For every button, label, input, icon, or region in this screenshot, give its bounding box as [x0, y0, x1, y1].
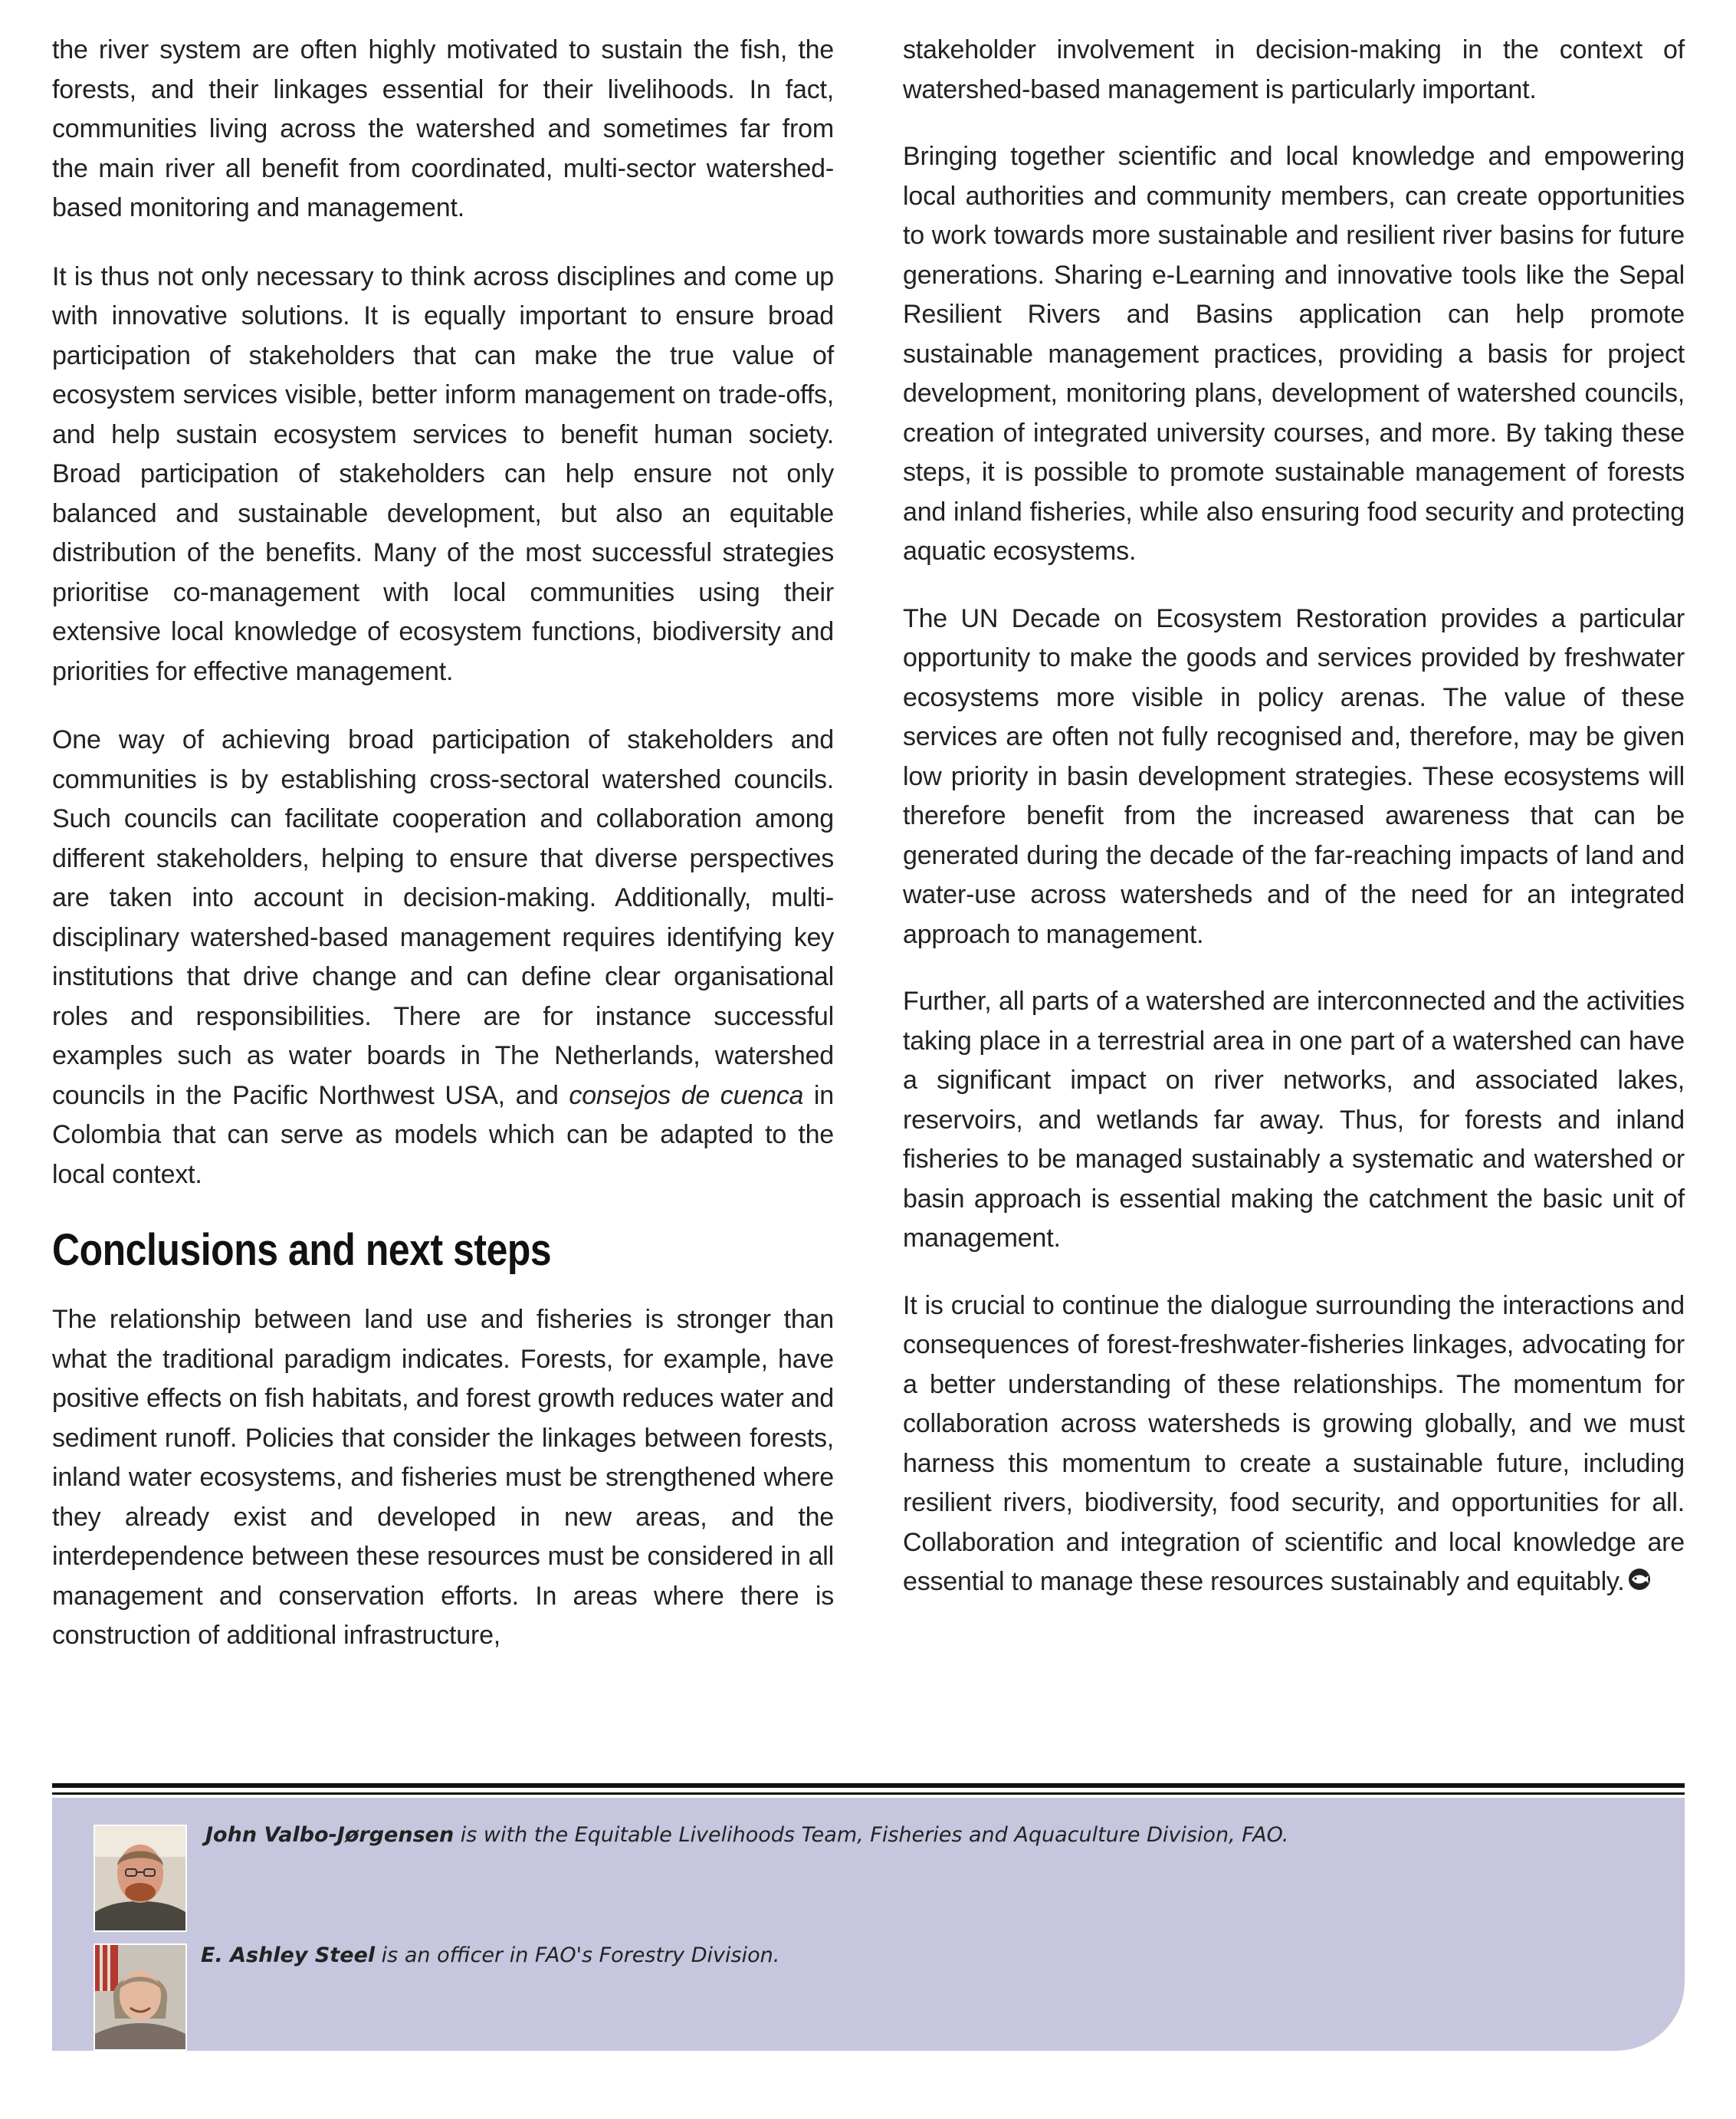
left-paragraph-3 — [52, 721, 834, 1194]
divider-thick — [52, 1783, 1685, 1788]
author-credit-1 — [205, 1823, 1288, 1847]
author-credit-2 — [201, 1943, 779, 1967]
right-paragraph-5-text: It is crucial to continue the dialogue surrounding the interactions and consequences of forest-freshwater-fisheries linkages, advocating for a better understanding of these relationships. The momentum for collaboration across watersheds is growing globally, and we must harness this momentum to create a sustainable future, including resilient rivers, biodiversity, food security, and opportunities for all. Collaboration and integration of scientific and local knowledge are essential to manage these resources sustainably and equitably. — [903, 1290, 1685, 1596]
author-photo-1 — [94, 1825, 187, 1932]
author-name-2: E. Ashley Steel — [201, 1943, 376, 1967]
right-paragraph-3: The UN Decade on Ecosystem Restoration provides a particular opportunity to make the goods and services provided by freshwater ecosystems more visible in policy arenas. The value of these services are often not fully recognised and, therefore, may be given low priority in basin development strategies. These ecosystems will therefore benefit from the increased awareness that can be generated during the decade of the far-reaching impacts of land and water-use across watersheds and of the need for an integrated approach to management. — [903, 603, 1685, 949]
fish-end-mark-icon — [1627, 1564, 1652, 1588]
right-paragraph-1: stakeholder involvement in decision-making in the context of watershed-based management is particularly important. — [903, 35, 1685, 104]
left-paragraph-3-italic: consejos de cuenca — [569, 1080, 804, 1110]
author-bio-2: is an officer in FAO's Forestry Division. — [375, 1943, 780, 1967]
left-paragraph-3-text-b: in Colombia that can serve as models which can be adapted to the local context. — [52, 1080, 834, 1189]
divider-thin — [52, 1792, 1685, 1795]
right-paragraph-5 — [903, 1286, 1685, 1602]
right-paragraph-2: Bringing together scientific and local knowledge and empowering local authorities and community members, can create opportunities to work towards more sustainable and resilient river basins for future generations. Sharing e-Learning and innovative tools like the Sepal Resilient Rivers and Basins application can help promote sustainable management practices, providing a basis for project development, monitoring plans, development of watershed councils, creation of integrated university courses, and more. By taking these steps, it is possible to promote sustainable management of forests and inland fisheries, while also ensuring food security and protecting aquatic ecosystems. — [903, 142, 1685, 566]
left-paragraph-4: The relationship between land use and fisheries is stronger than what the traditional paradigm indicates. Forests, for example, have positive effects on fish habitats, and forest growth reduces water and sediment runoff. Policies that consider the linkages between forests, inland water ecosystems, and fisheries must be strengthened where they already exist and developed in new areas, and the interdependence between these resources must be considered in all management and conservation efforts. In areas where there is construction of additional infrastructure, — [52, 1305, 834, 1650]
author-bio-1: is with the Equitable Livelihoods Team, Fisheries and Aquaculture Division, FAO. — [454, 1823, 1289, 1847]
author-name-1: John Valbo-Jørgensen — [205, 1823, 455, 1847]
left-paragraph-2: It is thus not only necessary to think across disciplines and come up with innovative solutions. It is equally important to ensure broad participation of stakeholders that can make the true value of ecosystem services visible, better inform management on trade-offs, and help sustain ecosystem services to benefit human society. Broad participation of stakeholders can help ensure not only balanced and sustainable development, but also an equitable distribution of the benefits. Many of the most successful strategies prioritise co-management with local communities using their extensive local knowledge of ecosystem functions, biodiversity and priorities for effective management. — [52, 261, 834, 686]
right-paragraph-4: Further, all parts of a watershed are interconnected and the activities taking place in a terrestrial area in one part of a watershed can have a significant impact on river networks, and associated lakes, reservoirs, and wetlands far away. Thus, for forests and inland fisheries to be managed sustainably a systematic and watershed or basin approach is essential making the catchment the basic unit of management. — [903, 987, 1685, 1253]
author-photo-2 — [94, 1943, 187, 2051]
section-heading: Conclusions and next steps — [52, 1225, 552, 1275]
left-paragraph-3-text-a: One way of achieving broad participation of stakeholders and communities is by establishing cross-sectoral watershed councils. Such councils can facilitate cooperation and collaboration among different stakeholders, helping to ensure that diverse perspectives are taken into account in decision-making. Additionally, multi-disciplinary watershed-based management requires identifying key institutions that drive change and can define clear organisational roles and responsibilities. There are for instance successful examples such as water boards in The Netherlands, watershed councils in the Pacific Northwest USA, and — [52, 725, 834, 1110]
right-column — [903, 31, 1685, 1630]
left-paragraph-1: the river system are often highly motivated to sustain the fish, the forests, and their linkages essential for their livelihoods. In fact, communities living across the watershed and sometimes far from the main river all benefit from coordinated, multi-sector watershed-based monitoring and management. — [52, 35, 834, 222]
left-column — [52, 31, 834, 1685]
